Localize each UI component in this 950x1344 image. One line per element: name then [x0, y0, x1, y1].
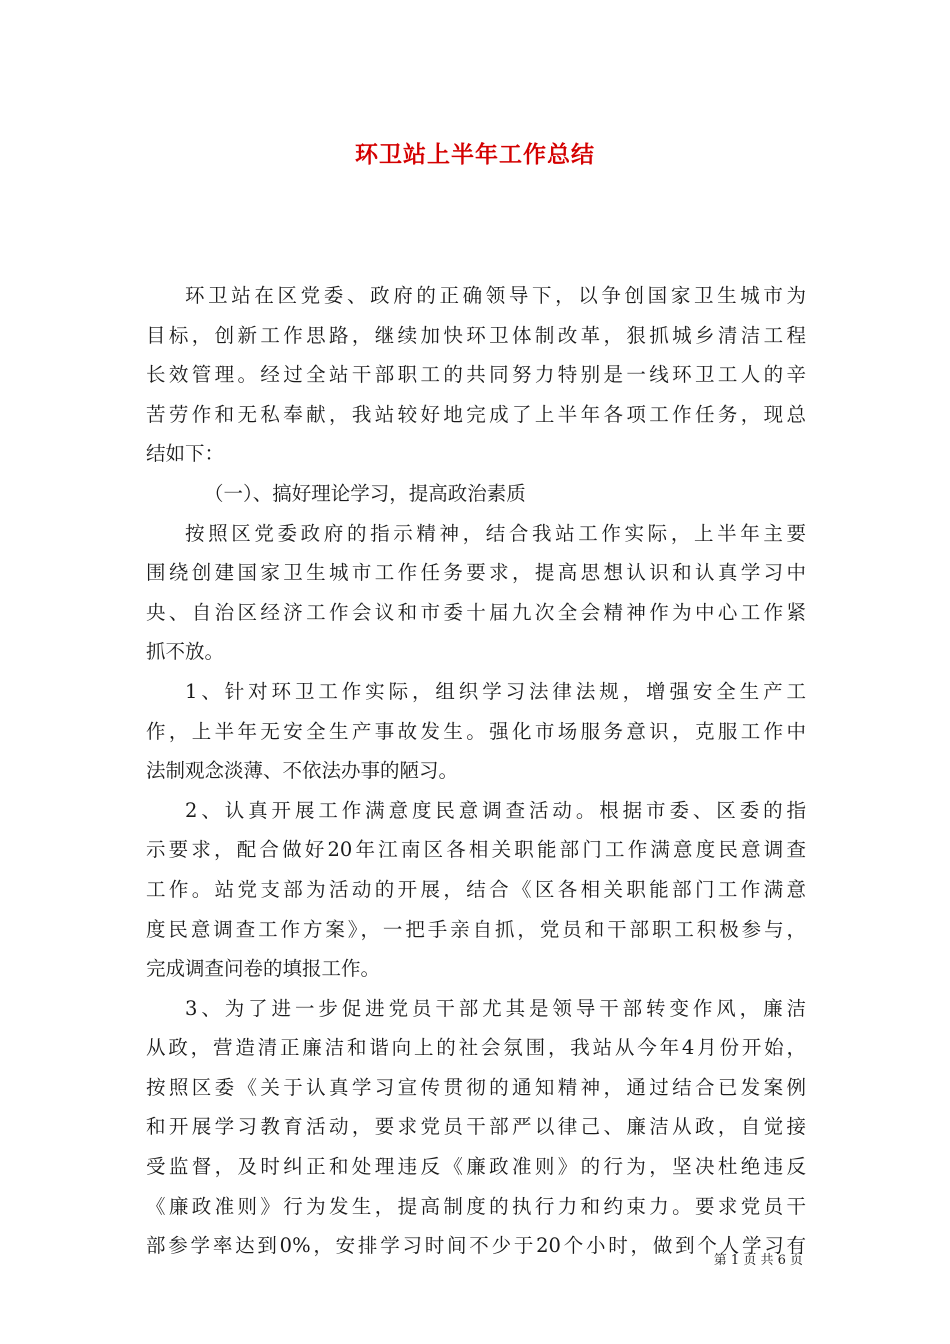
document-body — [146, 276, 806, 1266]
body-line: 结如下： — [146, 442, 225, 466]
body-line: 3、为了进一步促进党员干部尤其是领导干部转变作风，廉洁 — [185, 996, 806, 1020]
body-line: 苦劳作和无私奉献，我站较好地完成了上半年各项工作任务，现总 — [146, 402, 806, 426]
body-line: 完成调查问卷的填报工作。 — [146, 957, 381, 981]
body-line: 长效管理。经过全站干部职工的共同努力特别是一线环卫工人的辛 — [146, 363, 806, 387]
body-line: 2、认真开展工作满意度民意调查活动。根据市委、区委的指 — [185, 798, 806, 822]
body-line: 法制观念淡薄、不依法办事的陋习。 — [146, 759, 459, 783]
body-line: 央、自治区经济工作会议和市委十届九次全会精神作为中心工作紧 — [146, 600, 806, 624]
body-line: （一）、搞好理论学习，提高政治素质 — [204, 481, 526, 505]
body-line: 《廉政准则》行为发生，提高制度的执行力和约束力。要求党员干 — [146, 1194, 806, 1218]
body-line: 1、针对环卫工作实际，组织学习法律法规，增强安全生产工 — [185, 679, 806, 703]
body-line: 部参学率达到0%，安排学习时间不少于20个小时，做到个人学习有 — [146, 1234, 806, 1258]
body-line: 示要求，配合做好20年江南区各相关职能部门工作满意度民意调查 — [146, 838, 806, 862]
body-line: 和开展学习教育活动，要求党员干部严以律己、廉洁从政，自觉接 — [146, 1115, 806, 1139]
body-line: 从政，营造清正廉洁和谐向上的社会氛围，我站从今年4月份开始， — [146, 1036, 806, 1060]
body-line: 按照区委《关于认真学习宣传贯彻的通知精神，通过结合已发案例 — [146, 1075, 806, 1099]
body-line: 受监督，及时纠正和处理违反《廉政准则》的行为，坚决杜绝违反 — [146, 1155, 806, 1179]
body-line: 按照区党委政府的指示精神，结合我站工作实际，上半年主要 — [185, 521, 806, 545]
body-line: 目标，创新工作思路，继续加快环卫体制改革，狠抓城乡清洁工程 — [146, 323, 806, 347]
body-line: 环卫站在区党委、政府的正确领导下，以争创国家卫生城市为 — [185, 284, 806, 307]
body-line: 作，上半年无安全生产事故发生。强化市场服务意识，克服工作中 — [146, 719, 806, 743]
document-title: 环卫站上半年工作总结 — [355, 141, 595, 168]
body-line: 工作。站党支部为活动的开展，结合《区各相关职能部门工作满意 — [146, 877, 806, 901]
body-line: 抓不放。 — [146, 640, 225, 664]
page-number-footer: 第 1 页 共 6 页 — [713, 1253, 803, 1268]
body-line: 围绕创建国家卫生城市工作任务要求，提高思想认识和认真学习中 — [146, 561, 806, 585]
body-line: 度民意调查工作方案》，一把手亲自抓，党员和干部职工积极参与， — [146, 917, 806, 941]
